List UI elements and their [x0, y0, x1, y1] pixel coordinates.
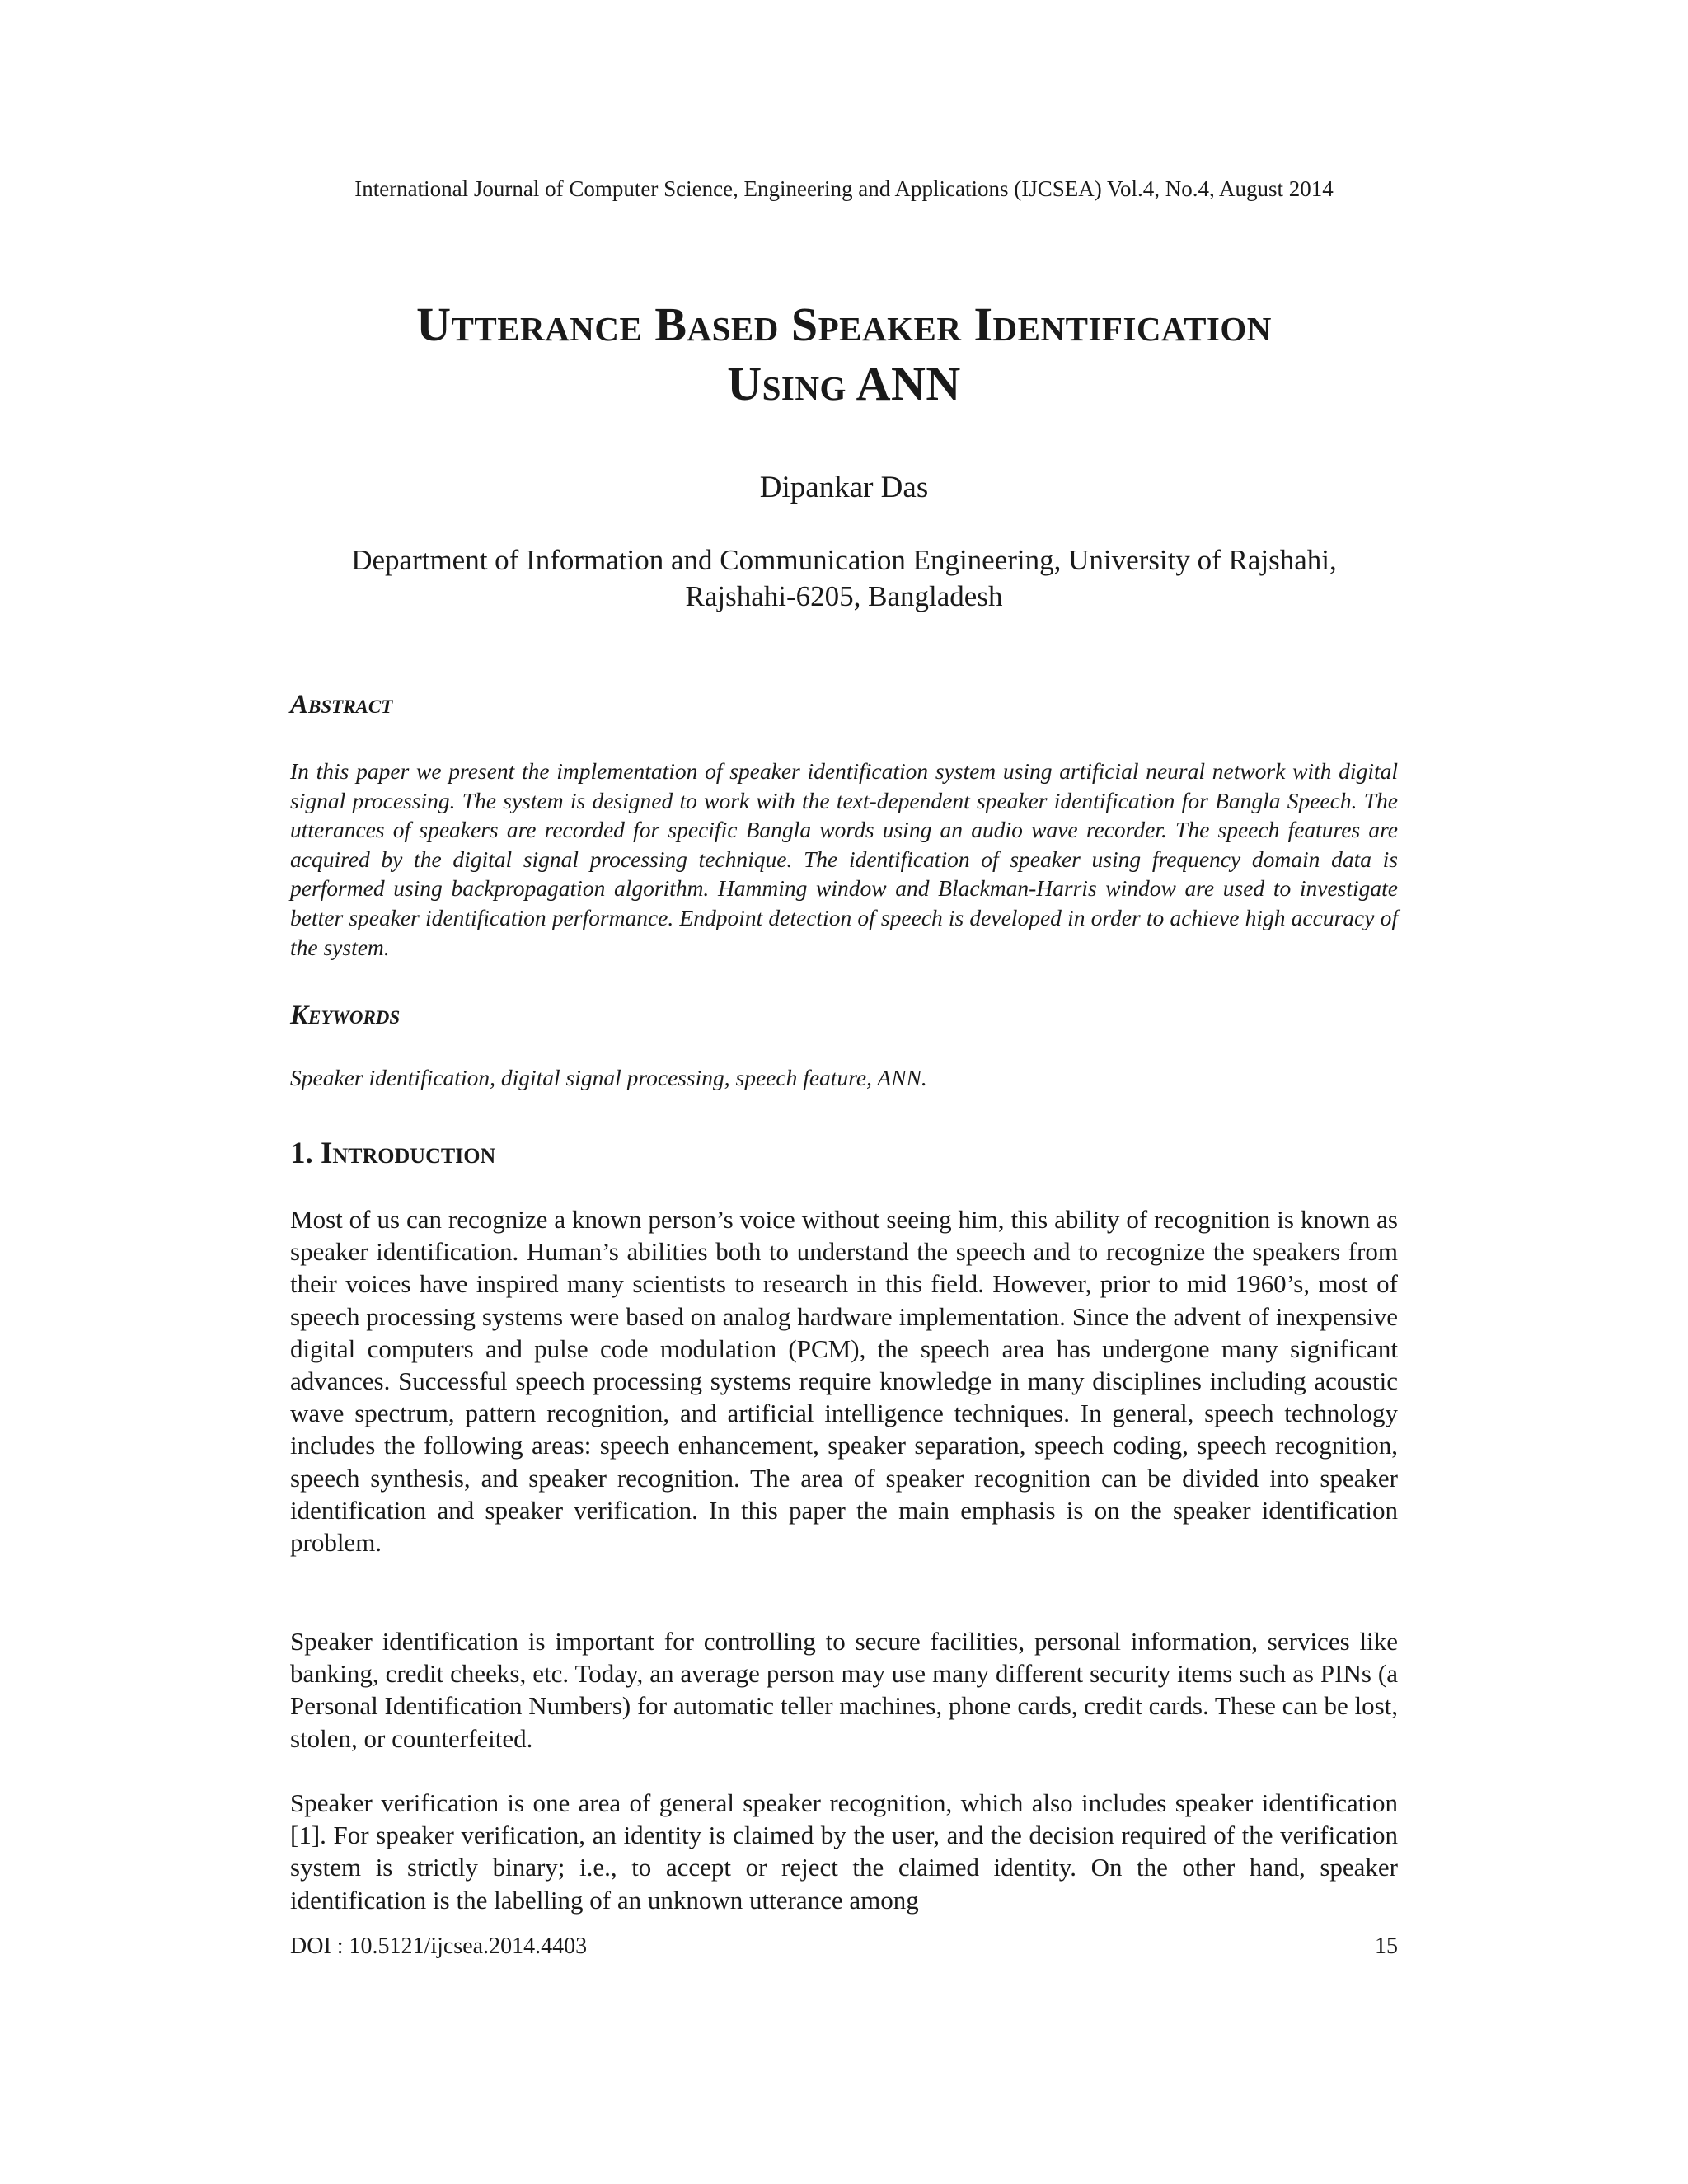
title-line-2: Using ANN [727, 357, 961, 410]
intro-paragraph-1: Most of us can recognize a known person’s voice without seeing him, this ability of recognition is known as speaker identification. Human’s abilities both to understand the speech and to recognize the speakers from their voices have inspired many scientists to research in this field. However, prior to mid 1960’s, most of speech processing systems were based on analog hardware implementation. Since the advent of inexpensive digital computers and pulse code modulation (PCM), the speech area has undergone many significant advances. Successful speech processing systems require knowledge in many disciplines including acoustic wave spectrum, pattern recognition, and artificial intelligence techniques. In general, speech technology includes the following areas: speech enhancement, speaker separation, speech coding, speech recognition, speech synthesis, and speaker recognition. The area of speaker recognition can be divided into speaker identification and speaker verification. In this paper the main emphasis is on the speaker identification problem. [290, 1205, 1398, 1558]
author-affiliation [247, 542, 1441, 615]
abstract-text: In this paper we present the implementation of speaker identification system using artificial neural network with digital signal processing. The system is designed to work with the text-dependent speaker identification for Bangla Speech. The utterances of speakers are recorded for specific Bangla words using an audio wave recorder. The speech features are acquired by the digital signal processing technique. The identification of speaker using frequency domain data is performed using backpropagation algorithm. Hamming window and Blackman-Harris window are used to investigate better speaker identification performance. Endpoint detection of speech is developed in order to achieve high accuracy of the system. [290, 758, 1398, 960]
footer-doi: DOI : 10.5121/ijcsea.2014.4403 [290, 1933, 588, 1959]
affiliation-line-2: Rajshahi-6205, Bangladesh [685, 580, 1003, 612]
intro-paragraph-2: Speaker identification is important for controlling to secure facilities, personal information, services like banking, credit cheeks, etc. Today, an average person may use many different security items such as PINs (a Personal Identification Numbers) for automatic teller machines, phone cards, credit cards. These can be lost, stolen, or counterfeited. [290, 1627, 1399, 1753]
page-number: 15 [1375, 1933, 1398, 1959]
paper-title [206, 295, 1482, 414]
introduction-heading: 1. Introduction [290, 1137, 496, 1170]
affiliation-line-1: Department of Information and Communication Engineering, University of Rajshahi, [351, 544, 1337, 576]
keywords-heading: Keywords [290, 1001, 401, 1030]
keywords-text: Speaker identification, digital signal processing, speech feature, ANN. [290, 1065, 927, 1090]
intro-paragraph-3: Speaker verification is one area of general speaker recognition, which also includes speaker identification [1]. For speaker verification, an identity is claimed by the user, and the decision required of the verification system is strictly binary; i.e., to accept or reject the claimed identity. On the other hand, speaker identification is the labelling of an unknown utterance among [290, 1788, 1398, 1915]
abstract-heading: Abstract [290, 690, 393, 719]
running-header: International Journal of Computer Science, Engineering and Applications (IJCSEA) Vol.4, No.4, August 2014 [354, 176, 1334, 201]
author-name: Dipankar Das [759, 471, 929, 504]
title-line-1: Utterance Based Speaker Identification [416, 298, 1272, 351]
